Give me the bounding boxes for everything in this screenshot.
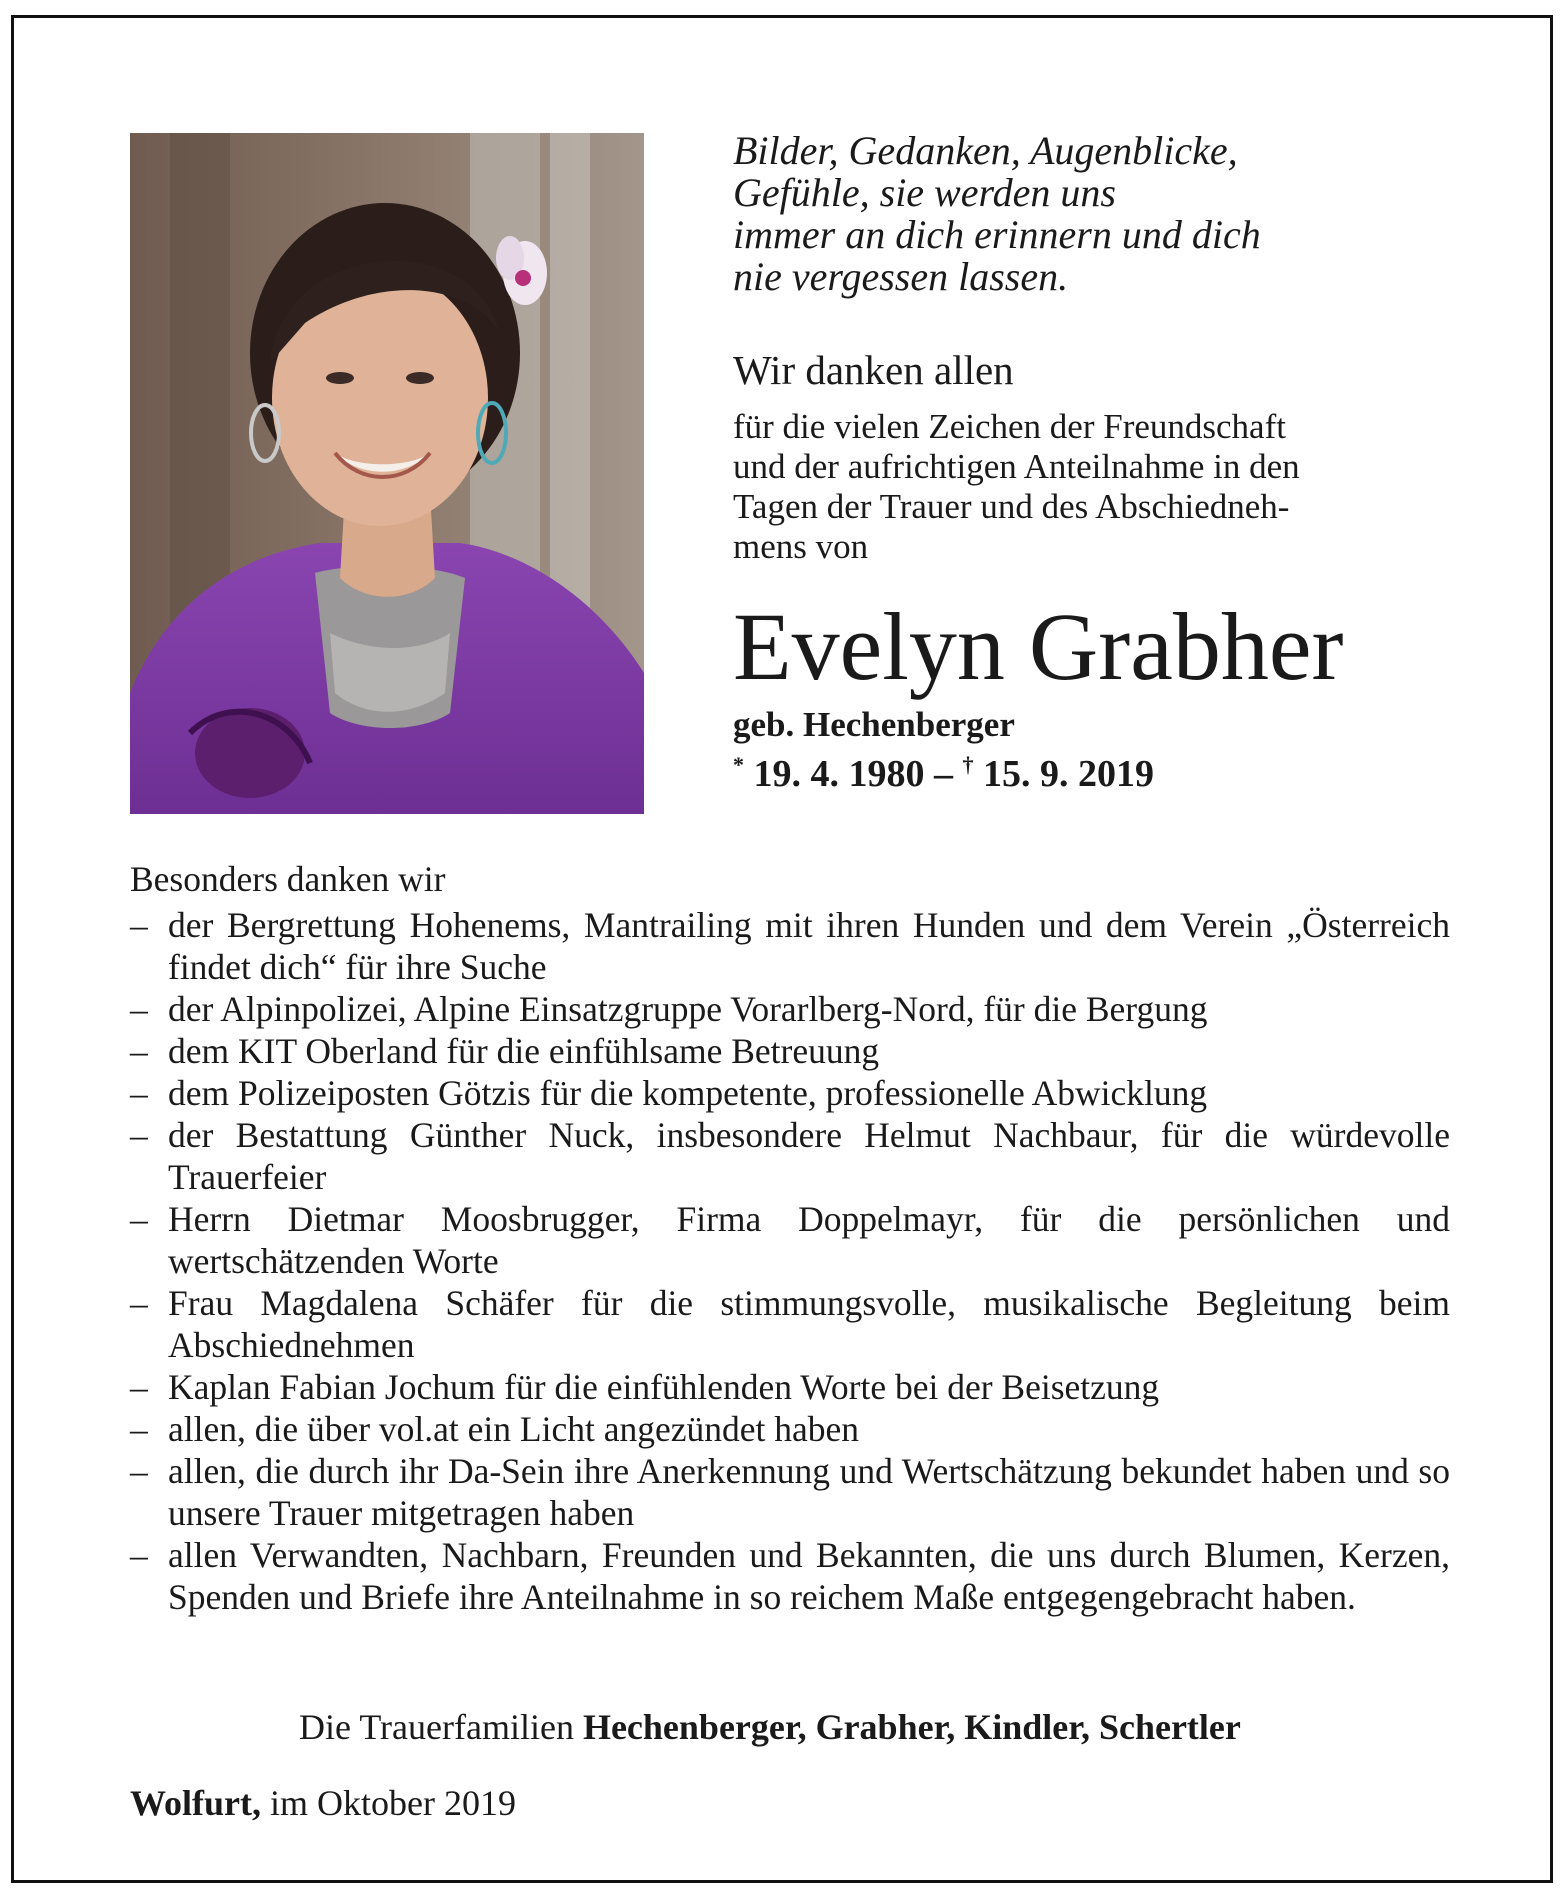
- list-dash: –: [130, 1409, 148, 1449]
- obituary-card: [11, 15, 1553, 1883]
- list-item: [130, 1030, 1450, 1072]
- list-item: [130, 904, 1450, 988]
- list-dash: –: [130, 1073, 148, 1113]
- list-item-text: Herrn Dietmar Moosbrugger, Firma Doppelmayr, für die persönlichen und wertschätzenden Worte: [168, 1199, 1450, 1281]
- birth-date: 19. 4. 1980: [753, 753, 925, 795]
- list-item-text: dem Polizeiposten Götzis für die kompetente, professionelle Abwicklung: [168, 1073, 1208, 1113]
- list-dash: –: [130, 1283, 148, 1323]
- header-text-block: [733, 130, 1493, 794]
- list-item: [130, 1198, 1450, 1282]
- signature-prefix: Die Trauerfamilien: [299, 1707, 583, 1747]
- signature-line: [299, 1706, 1241, 1748]
- list-item-text: Frau Magdalena Schäfer für die stimmungsvolle, musikalische Begleitung beim Abschiednehmen: [168, 1283, 1450, 1365]
- place-date: im Oktober 2019: [261, 1783, 516, 1823]
- list-item: [130, 1366, 1450, 1408]
- list-item-text: der Bestattung Günther Nuck, insbesondere Helmut Nachbaur, für die würdevolle Trauerfeier: [168, 1115, 1450, 1197]
- list-dash: –: [130, 1535, 148, 1575]
- list-item-text: Kaplan Fabian Jochum für die einfühlenden Worte bei der Beisetzung: [168, 1367, 1160, 1407]
- list-item: [130, 1408, 1450, 1450]
- list-item-text: der Alpinpolizei, Alpine Einsatzgruppe Vorarlberg-Nord, für die Bergung: [168, 989, 1208, 1029]
- list-item: [130, 1450, 1450, 1534]
- list-dash: –: [130, 1451, 148, 1491]
- poem-line: immer an dich erinnern und dich: [733, 212, 1261, 257]
- death-date: 15. 9. 2019: [983, 753, 1154, 795]
- list-dash: –: [130, 989, 148, 1029]
- list-dash: –: [130, 1115, 148, 1155]
- list-item: [130, 1534, 1450, 1618]
- birth-name: geb. Hechenberger: [733, 705, 1015, 744]
- acknowledgements-list: [130, 904, 1450, 1618]
- list-item: [130, 1072, 1450, 1114]
- place-town: Wolfurt,: [130, 1783, 261, 1823]
- memorial-poem: [733, 130, 1493, 298]
- list-item-text: allen Verwandten, Nachbarn, Freunden und Bekannten, die uns durch Blumen, Kerzen, Spenden und Briefe ihre Anteilnahme in so reichem Maße entgegengebracht haben.: [168, 1535, 1450, 1617]
- acknowledgements-intro: Besonders danken wir: [130, 859, 446, 899]
- portrait-photo: [130, 133, 644, 814]
- acknowledgements-section: [130, 858, 1450, 1618]
- poem-line: nie vergessen lassen.: [733, 254, 1069, 299]
- list-item-text: dem KIT Oberland für die einfühlsame Betreuung: [168, 1031, 880, 1071]
- thanks-line: für die vielen Zeichen der Freundschaft: [733, 407, 1286, 446]
- list-dash: –: [130, 905, 148, 945]
- list-item: [130, 1282, 1450, 1366]
- list-item: [130, 1114, 1450, 1198]
- date-separator: –: [924, 753, 963, 795]
- thanks-line: Tagen der Trauer und des Abschiedneh-: [733, 487, 1290, 526]
- deceased-name: Evelyn Grabher: [733, 593, 1344, 700]
- birth-symbol: *: [733, 752, 744, 777]
- list-item-text: der Bergrettung Hohenems, Mantrailing mit ihren Hunden und dem Verein „Österreich findet dich“ für ihre Suche: [168, 905, 1450, 987]
- thanks-line: und der aufrichtigen Anteilnahme in den: [733, 447, 1300, 486]
- poem-line: Bilder, Gedanken, Augenblicke,: [733, 128, 1238, 173]
- list-dash: –: [130, 1031, 148, 1071]
- death-symbol: †: [962, 752, 974, 777]
- list-item-text: allen, die über vol.at ein Licht angezündet haben: [168, 1409, 859, 1449]
- family-names: Hechenberger, Grabher, Kindler, Schertler: [582, 1707, 1241, 1747]
- list-dash: –: [130, 1199, 148, 1239]
- poem-line: Gefühle, sie werden uns: [733, 170, 1116, 215]
- thanks-heading: Wir danken allen: [733, 347, 1014, 393]
- portrait-image: [130, 133, 644, 814]
- place-date-line: [130, 1782, 516, 1824]
- life-dates: [733, 745, 1493, 794]
- list-item: [130, 988, 1450, 1030]
- list-item-text: allen, die durch ihr Da-Sein ihre Anerkennung und Wertschätzung bekundet haben und so unsere Trauer mitgetragen haben: [168, 1451, 1450, 1533]
- list-dash: –: [130, 1367, 148, 1407]
- thanks-line: mens von: [733, 527, 869, 566]
- thanks-body: [733, 407, 1433, 567]
